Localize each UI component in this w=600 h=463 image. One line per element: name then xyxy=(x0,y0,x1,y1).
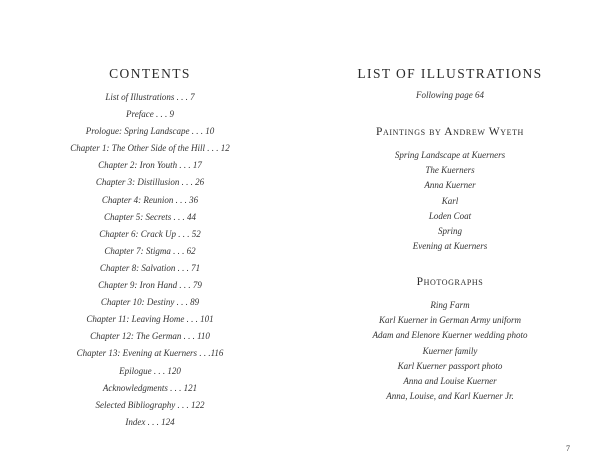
toc-entry: Preface . . . 9 xyxy=(126,109,174,120)
toc-entry: Chapter 7: Stigma . . . 62 xyxy=(104,245,196,256)
toc-entry: Chapter 9: Iron Hand . . . 79 xyxy=(98,280,202,291)
painting-item: Evening at Kuerners xyxy=(412,241,488,252)
contents-heading: CONTENTS xyxy=(109,66,191,81)
toc-entry: Epilogue . . . 120 xyxy=(119,365,181,376)
photograph-item: Adam and Elenore Kuerner wedding photo xyxy=(372,330,528,341)
toc-entry: Chapter 4: Reunion . . . 36 xyxy=(101,194,199,205)
toc-entry: Chapter 2: Iron Youth . . . 17 xyxy=(98,160,202,171)
photograph-item: Karl Kuerner passport photo xyxy=(397,360,503,371)
painting-item: Spring xyxy=(437,225,462,236)
illustrations-heading: LIST OF ILLUSTRATIONS xyxy=(357,66,543,81)
photograph-item: Karl Kuerner in German Army uniform xyxy=(378,315,522,326)
toc-entry: Prologue: Spring Landscape . . . 10 xyxy=(85,126,215,137)
toc-entry: Chapter 11: Leaving Home . . . 101 xyxy=(86,314,214,325)
page-number: 7 xyxy=(566,444,570,453)
toc-entry: Selected Bibliography . . . 122 xyxy=(95,399,205,410)
photographs-list xyxy=(300,298,600,404)
photographs-heading: Photographs xyxy=(416,276,484,288)
photograph-item: Anna, Louise, and Karl Kuerner Jr. xyxy=(386,391,514,402)
toc-entry: Chapter 13: Evening at Kuerners . . .116 xyxy=(76,348,224,359)
toc-entry: Chapter 5: Secrets . . . 44 xyxy=(104,211,196,222)
toc-entry: Chapter 6: Crack Up . . . 52 xyxy=(99,228,201,239)
contents-list xyxy=(0,89,300,431)
following-page-note: Following page 64 xyxy=(416,90,484,100)
painting-item: Spring Landscape at Kuerners xyxy=(394,150,506,160)
photograph-item: Ring Farm xyxy=(430,300,470,310)
painting-item: The Kuerners xyxy=(425,165,475,176)
photograph-item: Anna and Louise Kuerner xyxy=(403,375,497,386)
painting-item: Karl xyxy=(441,195,459,206)
photograph-item: Kuerner family xyxy=(422,345,478,356)
paintings-heading: Paintings by Andrew Wyeth xyxy=(376,126,524,138)
toc-entry: Chapter 8: Salvation . . . 71 xyxy=(99,262,201,273)
painting-item: Anna Kuerner xyxy=(424,180,476,191)
toc-entry: Chapter 1: The Other Side of the Hill . . . 12 xyxy=(70,143,230,154)
toc-entry: Chapter 12: The German . . . 110 xyxy=(90,331,210,342)
toc-entry: Chapter 3: Distillusion . . . 26 xyxy=(95,177,205,188)
paintings-list xyxy=(300,148,600,254)
toc-entry: Acknowledgments . . . 121 xyxy=(102,382,198,393)
toc-entry: Chapter 10: Destiny . . . 89 xyxy=(100,297,200,308)
toc-entry: Index . . . 124 xyxy=(125,416,175,427)
painting-item: Loden Coat xyxy=(428,210,472,221)
toc-entry: List of Illustrations . . . 7 xyxy=(105,92,195,102)
illustrations-page xyxy=(300,0,600,463)
